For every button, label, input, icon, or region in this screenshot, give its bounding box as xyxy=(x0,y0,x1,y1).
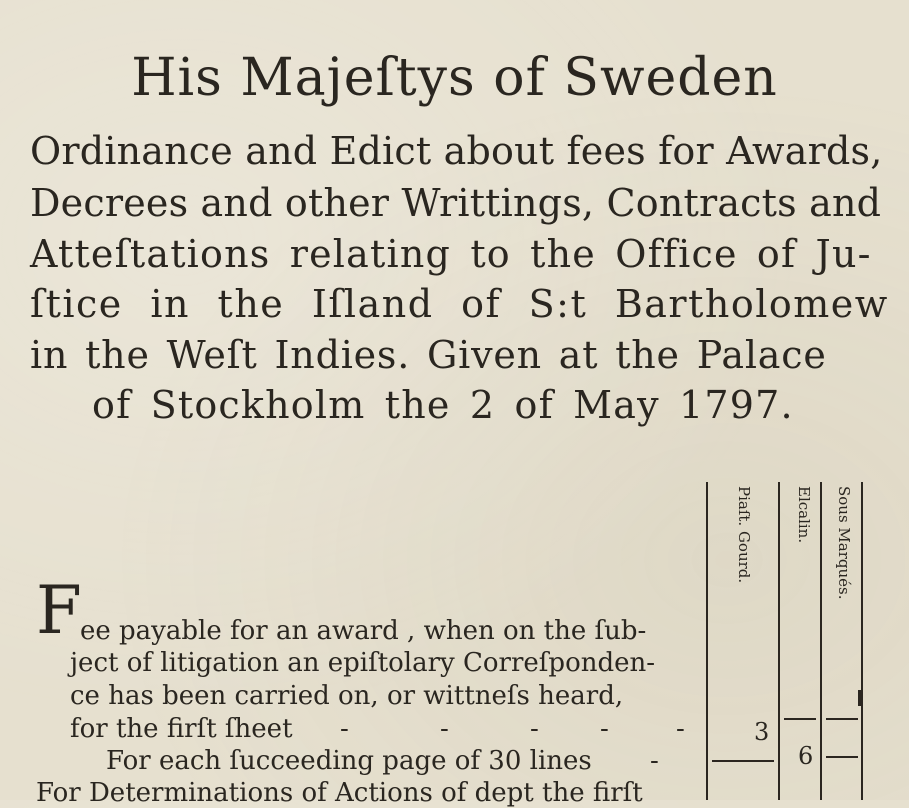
cell-dash xyxy=(826,756,858,758)
column-header-escalins: Elcalin. xyxy=(795,486,813,544)
ordinance-line-4: ſtice in the Iſland of S:t Bartholomew xyxy=(30,282,889,326)
leader-dash: - xyxy=(600,714,609,744)
leader-dash: - xyxy=(340,714,349,744)
fee-entry-line-5: For each ſucceeding page of 30 lines xyxy=(106,746,592,776)
cell-succeeding-page-escalins: 6 xyxy=(798,742,814,770)
table-rule-1 xyxy=(778,482,780,800)
column-header-piastres: Piaſt. Gourd. xyxy=(735,486,753,584)
leader-dash: - xyxy=(440,714,449,744)
fee-entry-line-4: for the firſt ſheet xyxy=(70,714,293,744)
table-rule-3 xyxy=(861,482,863,800)
fee-entry-line-3: ce has been carried on, or wittneſs heard, xyxy=(70,681,624,711)
fee-entry-line-6: For Determinations of Actions of dept the firſt xyxy=(36,778,643,808)
fee-entry-line-1: ee payable for an award , when on the ſub- xyxy=(80,616,647,646)
leader-dash: - xyxy=(650,746,659,776)
cell-dash xyxy=(712,760,774,762)
cell-dash xyxy=(784,718,816,720)
ordinance-line-5: in the Weſt Indies. Given at the Palace xyxy=(30,333,827,377)
ordinance-line-3: Atteſtations relating to the Office of Ju- xyxy=(30,232,872,276)
table-rule-2 xyxy=(820,482,822,800)
cell-first-sheet-piastres: 3 xyxy=(754,718,770,746)
cell-dash xyxy=(826,718,858,720)
ordinance-line-6: of Stockholm the 2 of May 1797. xyxy=(92,383,794,427)
ordinance-line-1: Ordinance and Edict about fees for Awards, xyxy=(30,129,883,173)
cell-mark xyxy=(858,690,862,706)
document-title: His Majeſtys of Sweden xyxy=(131,48,778,108)
leader-dash: - xyxy=(676,714,685,744)
leader-dash: - xyxy=(530,714,539,744)
column-header-sous-marques: Sous Marqués. xyxy=(835,486,853,600)
drop-cap: F xyxy=(36,572,82,649)
fee-entry-line-2: ject of litigation an epiſtolary Correſponden- xyxy=(70,648,656,678)
ordinance-line-2: Decrees and other Writtings, Contracts and xyxy=(30,181,882,225)
table-rule-left xyxy=(706,482,708,800)
